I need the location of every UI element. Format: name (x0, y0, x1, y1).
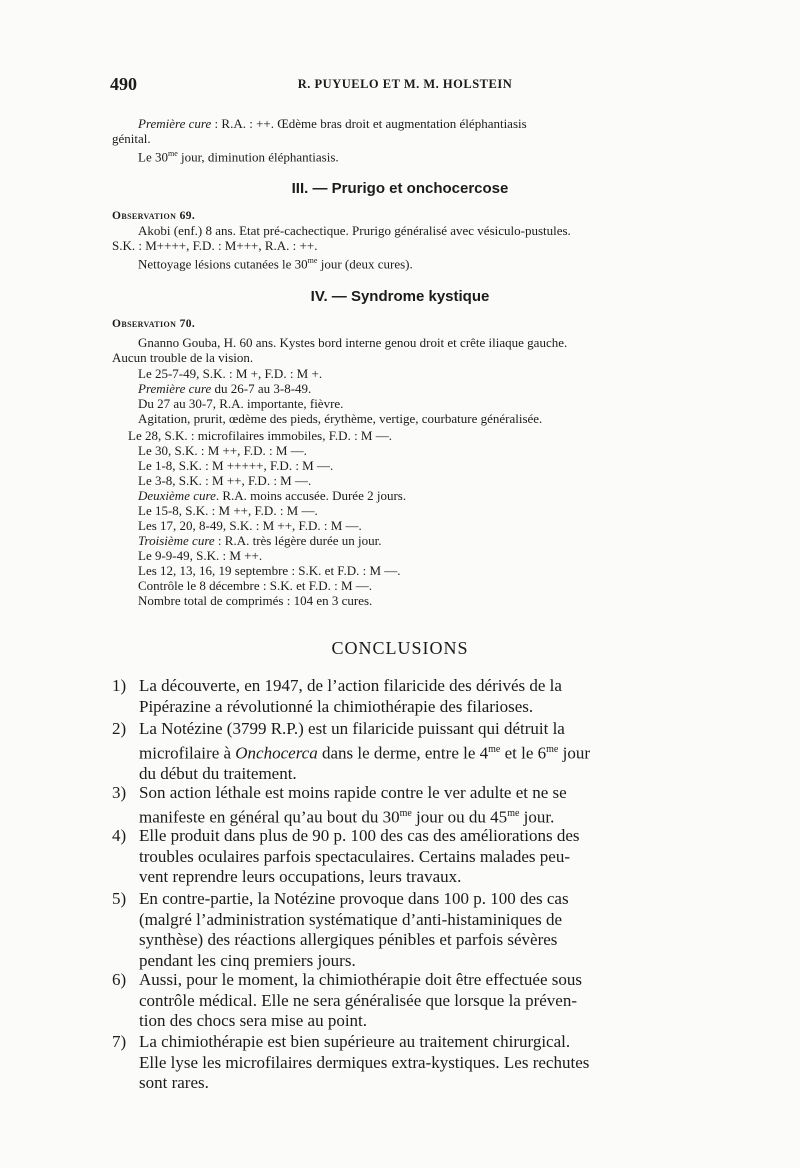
item-line: pendant les cinq premiers jours. (139, 950, 356, 970)
item-line: synthèse) des réactions allergiques pénibles et parfois sévères (139, 930, 558, 949)
item-line: du début du traitement. (139, 763, 297, 783)
item-line: La découverte, en 1947, de l’action filaricide des dérivés de la (139, 676, 562, 695)
page-number: 490 (110, 74, 137, 94)
text-line: Le 30, S.K. : M ++, F.D. : M —. (138, 443, 307, 458)
running-title: R. PUYUELO ET M. M. HOLSTEIN (297, 77, 513, 91)
item-line: sont rares. (139, 1073, 209, 1092)
conclusion-item (112, 783, 692, 828)
item-line: tion des chocs sera mise au point. (139, 1011, 368, 1030)
text-line: Les 12, 13, 16, 19 septembre : S.K. et F.D. : M —. (138, 563, 401, 578)
conclusion-item (112, 719, 692, 784)
conclusions-title: CONCLUSIONS (331, 638, 469, 658)
text-line: Le 3-8, S.K. : M ++, F.D. : M —. (138, 473, 312, 488)
text-line: Nombre total de comprimés : 104 en 3 cures. (138, 593, 373, 608)
text-line: Le 25-7-49, S.K. : M +, F.D. : M +. (138, 366, 323, 381)
text-line: génital. (112, 131, 151, 146)
text-line: Le $30^{me}$ jour, diminution éléphantiasis. (138, 149, 339, 165)
text-line: Le 9-9-49, S.K. : M ++. (138, 548, 263, 563)
text-line: Les 17, 20, 8-49, S.K. : M ++, F.D. : M —. (138, 518, 362, 533)
item-number: 5) (112, 889, 127, 908)
text-line: Aucun trouble de la vision. (112, 350, 254, 365)
item-number: 3) (112, 783, 127, 802)
conclusion-item (112, 889, 692, 971)
text-line: Du 27 au 30-7, R.A. importante, fièvre. (138, 396, 344, 411)
text-line: Nettoyage lésions cutanées le $30^{me}$ jour (deux cures). (138, 256, 413, 272)
item-line: Elle produit dans plus de 90 p. 100 des cas des améliorations des (139, 826, 580, 845)
conclusion-item (112, 970, 692, 1032)
item-line: Pipérazine a révolutionné la chimiothérapie des filarioses. (139, 696, 534, 716)
item-number: 7) (112, 1032, 127, 1051)
text-line: Agitation, prurit, œdème des pieds, érythème, vertige, courbature généralisée. (138, 411, 543, 426)
text-line: Troisième cure : R.A. très légère durée un jour. (138, 533, 382, 548)
conclusion-item (112, 1032, 692, 1094)
item-line: La chimiothérapie est bien supérieure au traitement chirurgical. (139, 1032, 571, 1051)
observation-label: Observation 70. (112, 318, 196, 330)
conclusion-item (112, 826, 692, 888)
item-line: La Notézine (3799 R.P.) est un filaricide puissant qui détruit la (139, 719, 565, 738)
item-line: contrôle médical. Elle ne sera généralisée que lorsque la préven- (139, 990, 578, 1010)
section-title: IV. — Syndrome kystique (310, 288, 490, 305)
text-line: Gnanno Gouba, H. 60 ans. Kystes bord interne genou droit et crête iliaque gauche. (138, 335, 568, 350)
text-line: Le 15-8, S.K. : M ++, F.D. : M —. (138, 503, 318, 518)
section-title: III. — Prurigo et onchocercose (291, 180, 509, 197)
text-line: Deuxième cure. R.A. moins accusée. Durée 2 jours. (138, 488, 407, 503)
item-number: 6) (112, 970, 127, 989)
observation-label: Observation 69. (112, 210, 196, 222)
text-line: Contrôle le 8 décembre : S.K. et F.D. : M —. (138, 578, 373, 593)
text-line: Akobi (enf.) 8 ans. Etat pré-cachectique. Prurigo généralisé avec vésiculo-pustules. (138, 223, 571, 238)
item-line: Aussi, pour le moment, la chimiothérapie doit être effectuée sous (139, 970, 582, 989)
text-line: Le 1-8, S.K. : M +++++, F.D. : M —. (138, 458, 334, 473)
item-line: microfilaire à Onchocerca dans le derme, entre le $4^{me}$ et le $6^{me}$ jour (139, 743, 591, 763)
item-line: vent reprendre leurs occupations, leurs travaux. (139, 867, 462, 886)
page-header (110, 74, 700, 100)
item-number: 2) (112, 719, 127, 738)
item-line: (malgré l’administration systématique d’anti-histaminiques de (139, 909, 563, 929)
text-line: Première cure : R.A. : ++. Œdème bras droit et augmentation éléphantiasis (138, 116, 527, 131)
conclusion-item (112, 676, 692, 717)
item-line: En contre-partie, la Notézine provoque dans 100 p. 100 des cas (139, 889, 569, 908)
text-line: Première cure du 26-7 au 3-8-49. (138, 381, 312, 396)
item-line: troubles oculaires parfois spectaculaires. Certains malades peu- (139, 846, 570, 866)
text-line: S.K. : M++++, F.D. : M+++, R.A. : ++. (112, 238, 318, 253)
text-line: Le 28, S.K. : microfilaires immobiles, F.D. : M —. (128, 428, 392, 443)
item-line: Son action léthale est moins rapide contre le ver adulte et ne se (139, 783, 567, 802)
item-number: 4) (112, 826, 127, 845)
item-line: Elle lyse les microfilaires dermiques extra-kystiques. Les rechutes (139, 1052, 590, 1072)
item-line: manifeste en général qu’au bout du $30^{me}$ jour ou du $45^{me}$ jour. (139, 807, 555, 827)
item-number: 1) (112, 676, 127, 695)
